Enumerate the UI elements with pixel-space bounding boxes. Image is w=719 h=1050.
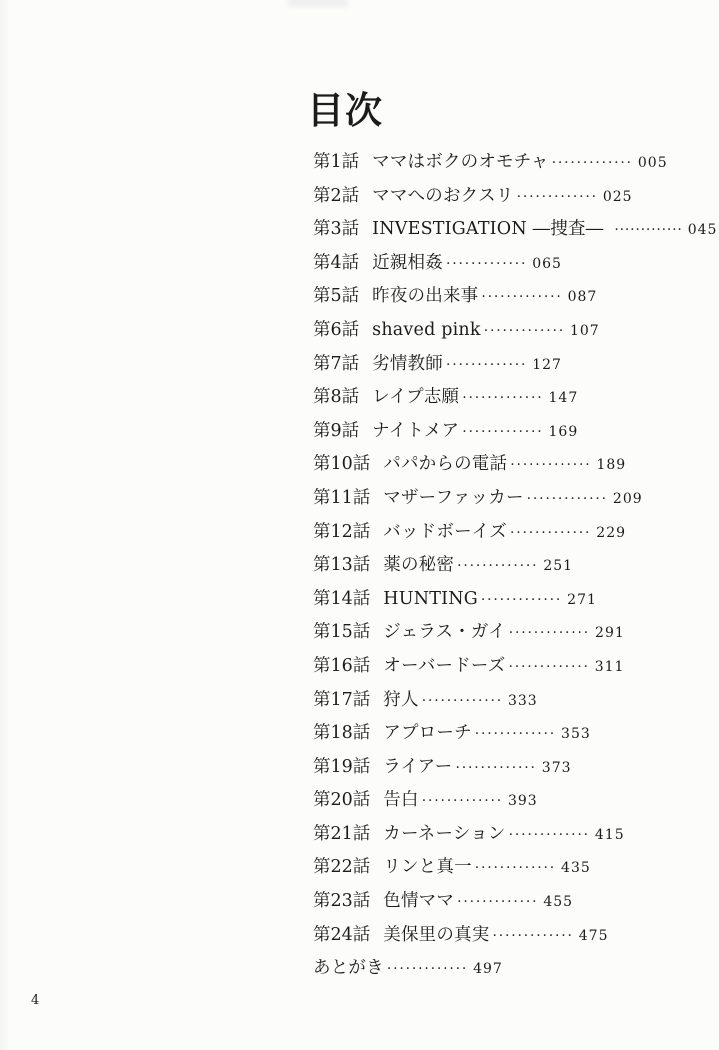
dot-leader: ·············: [551, 155, 633, 171]
chapter-page-number: 147: [548, 390, 579, 407]
chapter-title: HUNTING: [383, 588, 478, 609]
dot-leader: ·············: [516, 188, 598, 205]
chapter-page-number: 209: [612, 490, 643, 507]
dot-leader: ·············: [481, 289, 563, 306]
chapter-title: パパからの電話: [383, 454, 508, 475]
chapter-number: 第2話: [313, 185, 360, 206]
dot-leader: ·············: [508, 658, 590, 675]
toc-list: [313, 146, 717, 986]
chapter-title: INVESTIGATION ―捜査―: [372, 219, 604, 240]
chapter-title: 色情ママ: [383, 891, 455, 912]
toc-row: [313, 180, 717, 214]
chapter-number: 第6話: [313, 319, 360, 340]
toc-row: [313, 381, 717, 415]
chapter-title: 告白: [383, 790, 419, 811]
chapter-number: 第14話: [313, 588, 371, 609]
chapter-page-number: 087: [567, 289, 598, 306]
dot-leader: ·············: [508, 625, 591, 642]
dot-leader: ·············: [480, 591, 563, 608]
chapter-page-number: 045: [687, 222, 718, 239]
scan-edge-artifact: [0, 0, 10, 1050]
toc-row: [313, 348, 717, 382]
chapter-title: 美保里の真実: [383, 924, 490, 945]
chapter-number: 第24話: [313, 924, 371, 945]
dot-leader: ·············: [462, 390, 544, 407]
toc-row: [313, 314, 717, 348]
toc-row: [313, 583, 717, 617]
chapter-page-number: 127: [532, 356, 562, 373]
dot-leader: ·············: [457, 558, 539, 575]
chapter-number: 第22話: [313, 857, 371, 878]
chapter-title: 狩人: [383, 689, 419, 710]
dot-leader: ·············: [508, 826, 590, 843]
toc-row: [313, 448, 717, 482]
chapter-page-number: 271: [567, 591, 597, 608]
chapter-title: ライアー: [383, 756, 453, 777]
dot-leader: ·············: [445, 255, 528, 272]
chapter-page-number: 435: [561, 860, 591, 877]
chapter-page-number: 025: [602, 188, 633, 205]
toc-row: [313, 280, 717, 314]
toc-row: [313, 751, 717, 785]
toc-row: [313, 952, 717, 986]
chapter-title: 近親相姦: [372, 252, 443, 273]
chapter-number: 第12話: [313, 521, 371, 542]
chapter-page-number: 065: [532, 255, 562, 272]
toc-heading: 目次: [307, 88, 383, 132]
chapter-number: 第5話: [313, 286, 360, 307]
toc-row: [313, 684, 717, 718]
toc-row: [313, 482, 717, 516]
dot-leader: ·············: [421, 793, 503, 810]
chapter-title: ジェラス・ガイ: [383, 622, 506, 643]
chapter-number: 第7話: [313, 353, 360, 374]
folio-page-number: 4: [31, 993, 40, 1008]
chapter-page-number: 291: [595, 625, 625, 642]
chapter-title: 昨夜の出来事: [372, 286, 479, 307]
toc-row: [313, 247, 717, 281]
chapter-page-number: 251: [543, 558, 574, 575]
chapter-number: 第13話: [313, 555, 371, 576]
dot-leader: ·············: [483, 322, 565, 339]
dot-leader: ·············: [445, 356, 528, 373]
toc-row: [313, 213, 717, 247]
dot-leader: ·············: [474, 726, 557, 743]
chapter-page-number: 169: [548, 423, 579, 440]
dot-leader: ·············: [474, 860, 557, 877]
dot-leader: ·············: [421, 692, 503, 709]
chapter-number: 第18話: [313, 723, 371, 744]
toc-row: [313, 415, 717, 449]
toc-row: [313, 549, 717, 583]
chapter-title: ママへのおクスリ: [372, 185, 514, 206]
chapter-number: 第4話: [313, 252, 360, 273]
chapter-title: shaved pink: [372, 319, 481, 340]
chapter-number: 第20話: [313, 790, 371, 811]
toc-row: [313, 717, 717, 751]
chapter-page-number: 005: [637, 155, 668, 171]
chapter-page-number: 311: [594, 658, 625, 675]
dot-leader: ·············: [386, 961, 469, 978]
chapter-title: あとがき: [313, 958, 384, 979]
dot-leader: ·············: [510, 524, 592, 541]
chapter-number: 第17話: [313, 689, 371, 710]
chapter-title: カーネーション: [383, 823, 506, 844]
chapter-title: ママはボクのオモチャ: [372, 152, 549, 172]
toc-row: [313, 851, 717, 885]
toc-row: [313, 516, 717, 550]
chapter-number: 第1話: [313, 152, 360, 172]
chapter-number: 第21話: [313, 823, 371, 844]
chapter-number: 第16話: [313, 655, 371, 676]
chapter-number: 第23話: [313, 891, 371, 912]
chapter-page-number: 373: [541, 759, 572, 776]
toc-row: [313, 885, 717, 919]
toc-row: [313, 919, 717, 953]
chapter-number: 第10話: [313, 454, 371, 475]
chapter-page-number: 455: [543, 894, 574, 911]
toc-row: [313, 818, 717, 852]
chapter-page-number: 229: [596, 524, 627, 541]
toc-row: [313, 784, 717, 818]
chapter-title: 劣情教師: [372, 353, 443, 374]
chapter-number: 第3話: [313, 219, 360, 240]
dot-leader: ·············: [614, 222, 683, 239]
toc-row: [313, 650, 717, 684]
chapter-title: ナイトメア: [372, 420, 460, 441]
scan-smudge-artifact: [288, 0, 348, 7]
chapter-number: 第15話: [313, 622, 371, 643]
chapter-title: リンと真一: [383, 857, 472, 878]
chapter-page-number: 393: [507, 793, 538, 810]
chapter-number: 第8話: [313, 387, 360, 408]
toc-row: [313, 616, 717, 650]
chapter-page-number: 353: [561, 726, 591, 743]
dot-leader: ·············: [455, 759, 537, 776]
chapter-page-number: 189: [596, 457, 627, 474]
dot-leader: ·············: [510, 457, 592, 474]
chapter-page-number: 475: [578, 927, 609, 944]
dot-leader: ·············: [492, 927, 574, 944]
chapter-page-number: 497: [473, 961, 503, 978]
chapter-title: マザーファッカー: [383, 487, 524, 508]
chapter-page-number: 333: [507, 692, 538, 709]
toc-row: [313, 146, 717, 180]
chapter-page-number: 415: [594, 826, 625, 843]
chapter-page-number: 107: [569, 322, 600, 339]
chapter-title: レイプ志願: [372, 387, 460, 408]
chapter-title: アプローチ: [383, 723, 472, 744]
dot-leader: ·············: [462, 423, 544, 440]
chapter-title: 薬の秘密: [383, 555, 455, 576]
chapter-title: バッドボーイズ: [383, 521, 508, 542]
dot-leader: ·············: [526, 490, 608, 507]
dot-leader: ·············: [457, 894, 539, 911]
chapter-number: 第19話: [313, 756, 371, 777]
chapter-number: 第9話: [313, 420, 360, 441]
chapter-title: オーバードーズ: [383, 655, 506, 676]
chapter-number: 第11話: [313, 487, 371, 508]
